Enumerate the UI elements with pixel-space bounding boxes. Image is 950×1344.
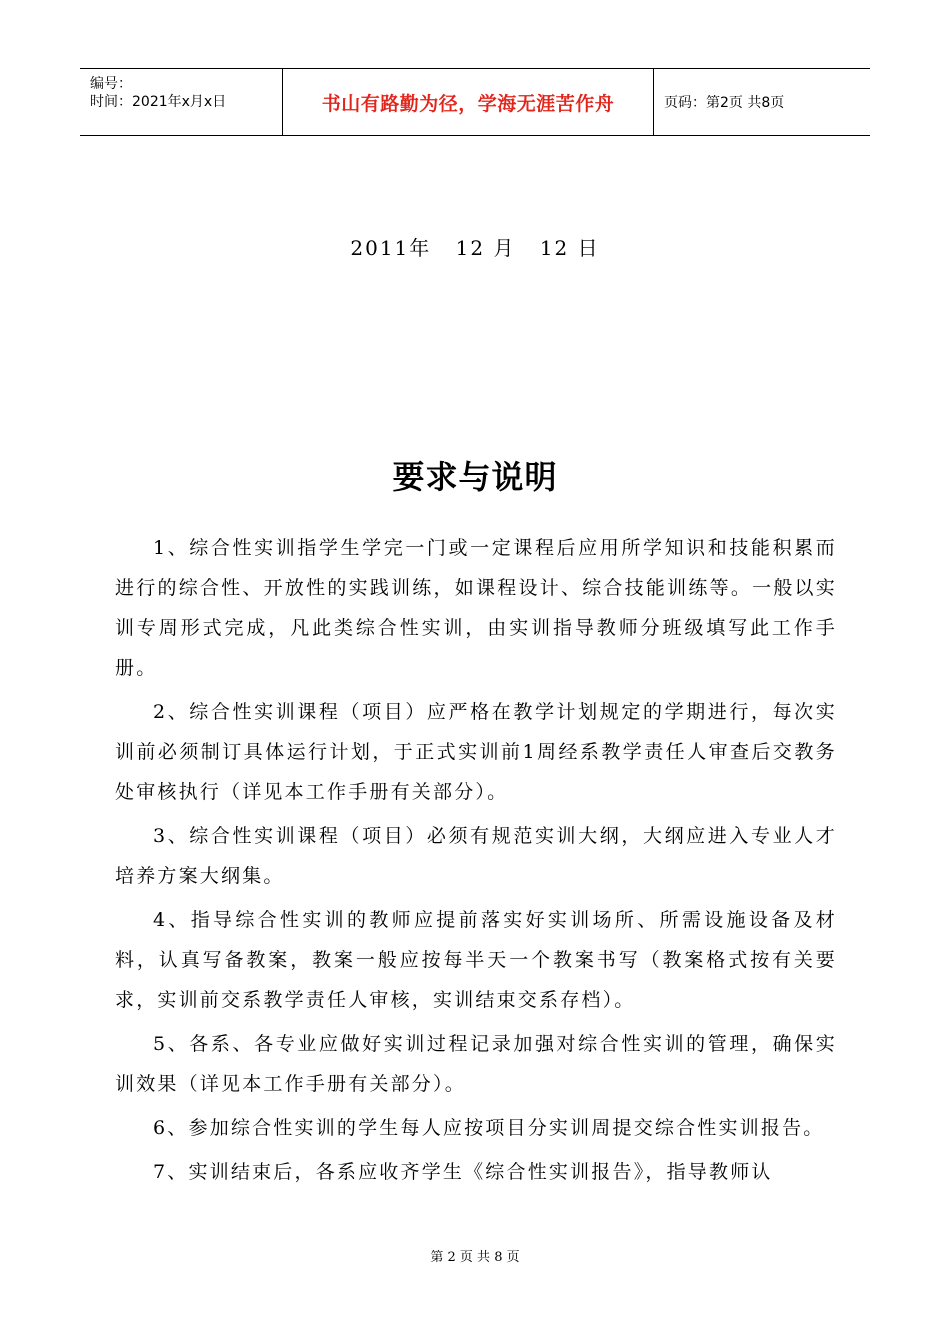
motto: 书山有路勤为径，学海无涯苦作舟 <box>321 92 615 115</box>
page-info: 页码：第2页 共8页 <box>664 95 785 111</box>
paragraph-2: 2、综合性实训课程（项目）应严格在教学计划规定的学期进行，每次实训前必须制订具体运行计划，于正式实训前1周经系教学责任人审查后交教务处审核执行（详见本工作手册有关部分）。 <box>115 701 837 803</box>
date-month: 12 月 <box>455 236 516 260</box>
date-year: 2011年 <box>350 236 432 260</box>
paragraph-6: 6、参加综合性实训的学生每人应按项目分实训周提交综合性实训报告。 <box>153 1117 825 1139</box>
number-label: 编号： <box>90 76 132 92</box>
header-motto-cell <box>283 69 654 135</box>
paragraph-3: 3、综合性实训课程（项目）必须有规范实训大纲，大纲应进入专业人才培养方案大纲集。 <box>115 825 837 887</box>
header-meta-cell <box>80 69 283 135</box>
paragraph-1: 1、综合性实训指学生学完一门或一定课程后应用所学知识和技能积累而进行的综合性、开放性的实践训练，如课程设计、综合技能训练等。一般以实训专周形式完成，凡此类综合性实训，由实训指导教师分班级填写此工作手册。 <box>115 537 837 679</box>
paragraph-5: 5、各系、各专业应做好实训过程记录加强对综合性实训的管理，确保实训效果（详见本工作手册有关部分）。 <box>115 1033 837 1095</box>
document-title: 要求与说明 <box>392 458 558 496</box>
date-day: 12 日 <box>539 236 600 260</box>
requirements-body <box>115 528 837 1196</box>
date-line <box>0 232 950 261</box>
page-footer: 第 2 页 共 8 页 <box>430 1250 520 1265</box>
paragraph-7: 7、实训结束后，各系应收齐学生《综合性实训报告》，指导教师认 <box>153 1161 773 1183</box>
time-label: 时间：2021年x月x日 <box>90 94 227 110</box>
header-page-cell <box>654 69 870 135</box>
paragraph-4: 4、指导综合性实训的教师应提前落实好实训场所、所需设施设备及材料，认真写备教案，教案一般应按每半天一个教案书写（教案格式按有关要求，实训前交系教学责任人审核，实训结束交系存档）。 <box>115 909 837 1011</box>
page-header <box>80 68 870 136</box>
